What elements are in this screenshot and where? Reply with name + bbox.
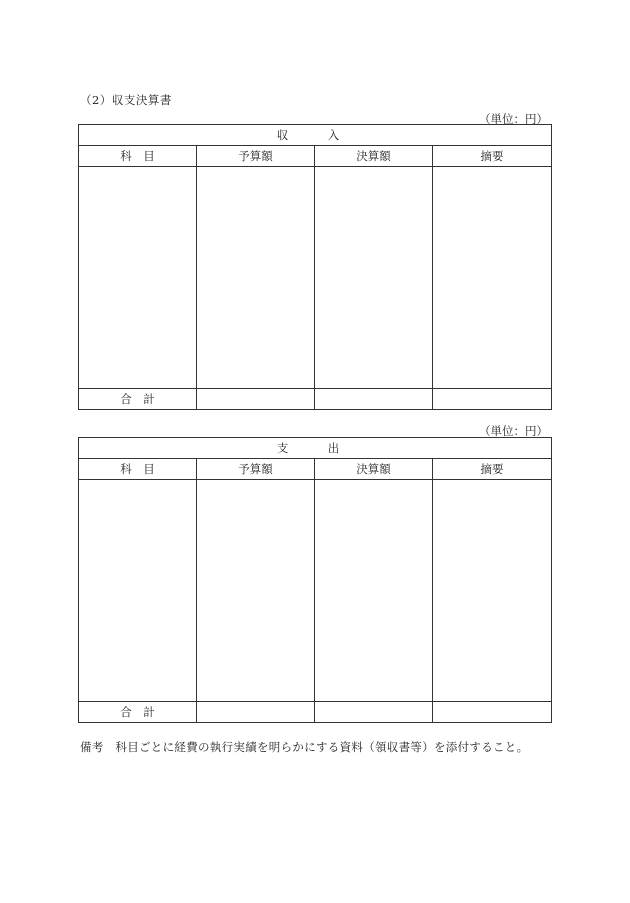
income-header-item: 科 目 (79, 146, 197, 167)
section-title: （2）収支決算書 (80, 93, 172, 107)
expense-item-cell[interactable] (79, 480, 197, 702)
remarks-note: 備考 科目ごとに経費の執行実績を明らかにする資料（領収書等）を添付すること。 (80, 740, 529, 754)
expense-total-actual[interactable] (315, 702, 433, 723)
expense-header-budget: 予算額 (197, 459, 315, 480)
expense-unit-label: （単位：円） (479, 424, 548, 438)
income-actual-cell[interactable] (315, 167, 433, 389)
expense-total-label: 合 計 (79, 702, 197, 723)
expense-budget-cell[interactable] (197, 480, 315, 702)
income-total-actual[interactable] (315, 389, 433, 410)
income-header-budget: 予算額 (197, 146, 315, 167)
income-total-remarks[interactable] (433, 389, 552, 410)
income-caption: 収 入 (79, 125, 552, 146)
expense-header-remarks: 摘要 (433, 459, 552, 480)
income-item-cell[interactable] (79, 167, 197, 389)
income-total-label: 合 計 (79, 389, 197, 410)
income-table (78, 124, 552, 410)
income-budget-cell[interactable] (197, 167, 315, 389)
income-remarks-cell[interactable] (433, 167, 552, 389)
expense-header-item: 科 目 (79, 459, 197, 480)
expense-actual-cell[interactable] (315, 480, 433, 702)
expense-table (78, 437, 552, 723)
expense-remarks-cell[interactable] (433, 480, 552, 702)
expense-total-budget[interactable] (197, 702, 315, 723)
income-header-remarks: 摘要 (433, 146, 552, 167)
income-total-budget[interactable] (197, 389, 315, 410)
expense-total-remarks[interactable] (433, 702, 552, 723)
expense-header-actual: 決算額 (315, 459, 433, 480)
income-unit-label: （単位：円） (479, 112, 548, 126)
expense-caption: 支 出 (79, 438, 552, 459)
income-header-actual: 決算額 (315, 146, 433, 167)
